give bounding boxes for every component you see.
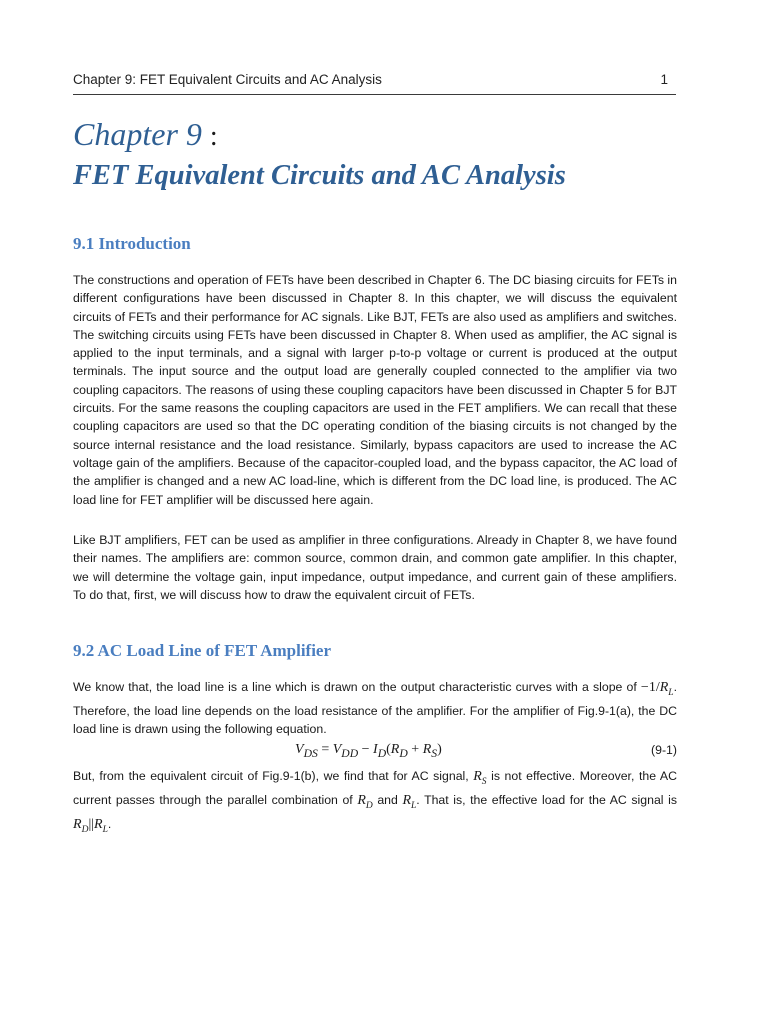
intro-paragraph-2: Like BJT amplifiers, FET can be used as amplifier in three configurations. Already in Chapter 8, we have found their names. The amplifiers are: common source, common drain, and common gate amplifier. In this chapter, we will determine the voltage gain, input impedance, output impedance, and current gain of these amplifiers. To do that, first, we will discuss how to draw the equivalent circuit of FETs. (73, 533, 677, 602)
load-line-paragraph-1: We know that, the load line is a line which is drawn on the output characteristic curves with a slope of $-1/R_L$. Therefore, the load line depends on the load resistance of the amplifier. For the amplifier of Fig.9-1(a), the DC load line is drawn using the following equation. (73, 680, 677, 737)
page-number: 1 (660, 72, 668, 87)
section-heading-ac-load-line: 9.2 AC Load Line of FET Amplifier (73, 641, 332, 660)
chapter-colon: : (209, 121, 218, 152)
intro-paragraph-1: The constructions and operation of FETs have been described in Chapter 6. The DC biasing circuits for FETs in different configurations have been discussed in Chapter 8. In this chapter, we will discuss the equivalent circuits of FETs and their performance for AC signals. Like BJT, FETs are also used as amplifiers and switches. The switching circuits using FETs have been discussed in Chapter 8. When used as amplifier, the AC signal is applied to the input terminals, and a signal with larger p-to-p voltage or current is produced at the output terminals. The input source and the output load are generally coupled connected to the amplifier via two coupling capacitors. The reasons of using these coupling capacitors have been discussed in Chapter 5 for BJT circuits. For the same reasons the coupling capacitors are used in the FET amplifiers. We can recall that these coupling capacitors are used so that the DC operating condition of the biasing circuits is not changed by the source internal resistance and the load resistance. Similarly, bypass capacitors are used to increase the AC voltage gain of the amplifiers. Because of the capacitor-coupled load, and the bypass capacitor, the AC load of the amplifier is changed and a new AC load-line, which is different from the DC load line, is produced. The AC load line for FET amplifier will be discussed here again. (73, 273, 677, 507)
equation-9-1 (73, 740, 677, 760)
running-header (73, 70, 676, 90)
section-heading-introduction: 9.1 Introduction (73, 234, 191, 253)
chapter-subtitle: FET Equivalent Circuits and AC Analysis (73, 160, 566, 191)
chapter-title (73, 112, 218, 159)
chapter-number: Chapter 9 (73, 116, 202, 152)
load-line-paragraph-2: But, from the equivalent circuit of Fig.9-1(b), we find that for AC signal, $R_S$ is not effective. Moreover, the AC current passes through the parallel combination of $R_D$ and $R_L$. That is, the effective load for the AC signal is $R_D||R_L$. (73, 769, 677, 835)
equation-label: (9-1) (651, 743, 677, 757)
header-divider (73, 94, 676, 95)
equation-expression: $V_{DS} = V_{DD} - I_D(R_D + R_S)$ (295, 742, 442, 760)
running-title: Chapter 9: FET Equivalent Circuits and AC Analysis (73, 72, 382, 87)
